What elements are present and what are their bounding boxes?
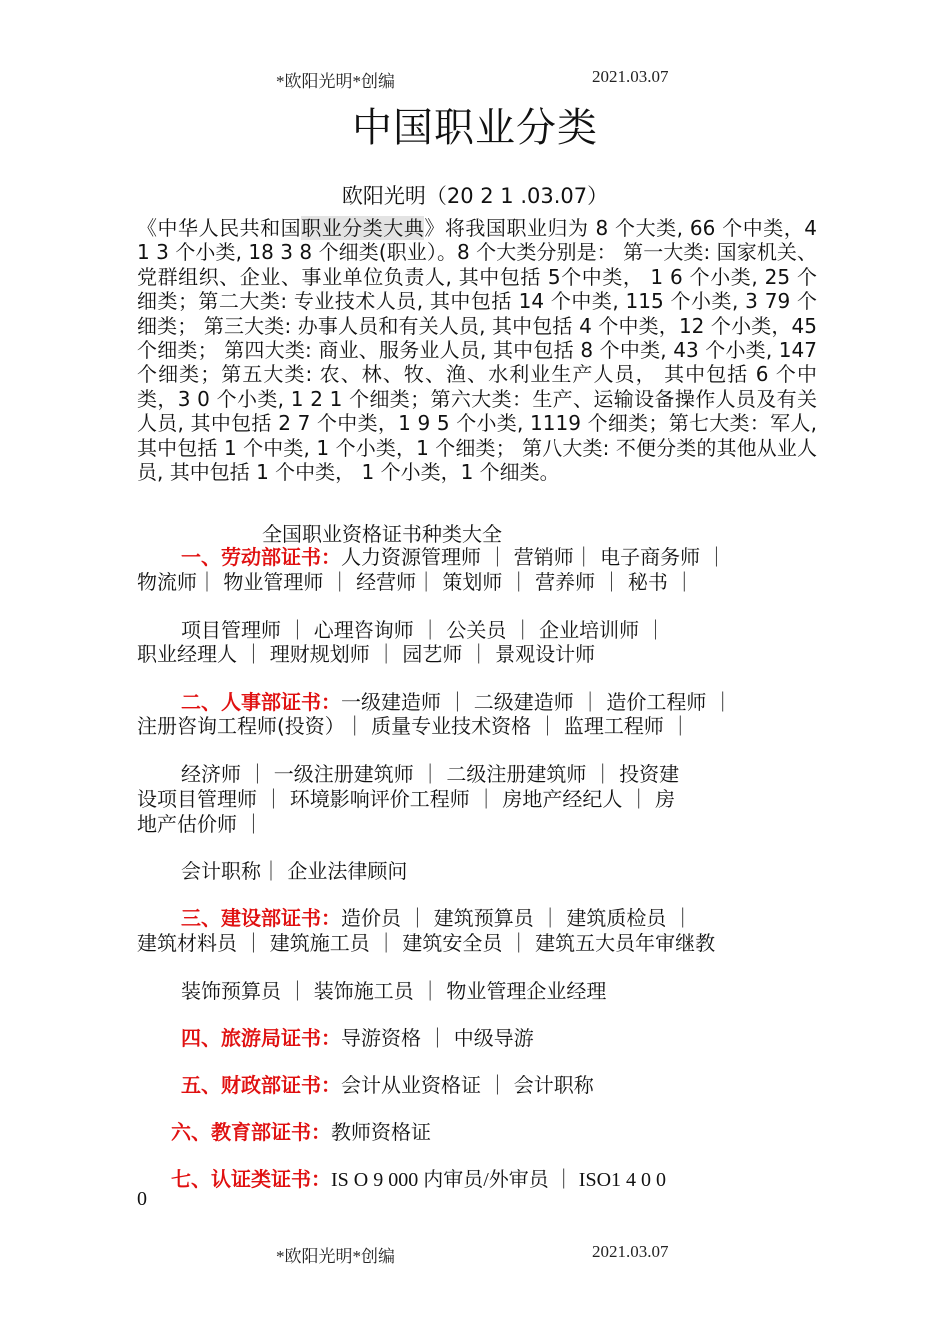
header-author: *欧阳光明*创编 (276, 72, 395, 91)
section-construction-line-3: 装饰预算员 ｜ 装饰施工员 ｜ 物业管理企业经理 (181, 979, 607, 1003)
section-education-label: 六、教育部证书： (171, 1120, 331, 1144)
section-labor-label: 一、劳动部证书： (181, 545, 341, 569)
section-tourism-text: 导游资格 ｜ 中级导游 (341, 1026, 534, 1050)
section-labor-text-1: 人力资源管理师 ｜ 营销师｜ 电子商务师 ｜ (341, 545, 727, 569)
section-personnel-line-3: 经济师 ｜ 一级注册建筑师 ｜ 二级注册建筑师 ｜ 投资建 (181, 762, 680, 786)
section-tourism-line (137, 1022, 871, 1051)
section-labor-line-2: 物流师｜ 物业管理师 ｜ 经营师｜ 策划师 ｜ 营养师 ｜ 秘书 ｜ (137, 570, 695, 594)
section-finance-text: 会计从业资格证 ｜ 会计职称 (341, 1073, 594, 1097)
section-finance-label: 五、财政部证书： (181, 1073, 341, 1097)
intro-text-start: 《中华人民共和国 (137, 216, 302, 240)
header-date: 2021.03.07 (592, 67, 669, 86)
footer-date: 2021.03.07 (592, 1242, 669, 1261)
certificate-list-heading: 全国职业资格证书种类大全 (262, 522, 502, 546)
section-personnel-line-4: 设项目管理师 ｜ 环境影响评价工程师 ｜ 房地产经纪人 ｜ 房 (137, 787, 676, 811)
section-construction-text-1: 造价员 ｜ 建筑预算员 ｜ 建筑质检员 ｜ (341, 906, 693, 930)
section-certification-tail: 0 (137, 1188, 147, 1210)
byline: 欧阳光明（20 2 1 .03.07） (341, 184, 609, 208)
footer-author: *欧阳光明*创编 (276, 1247, 395, 1266)
highlighted-term: 职业分类大典 (301, 216, 425, 240)
intro-paragraph (137, 216, 817, 484)
section-personnel-line-2: 注册咨询工程师(投资）｜ 质量专业技术资格 ｜ 监理工程师 ｜ (137, 714, 691, 738)
section-finance-line (137, 1069, 871, 1098)
section-construction-line-2: 建筑材料员 ｜ 建筑施工员 ｜ 建筑安全员 ｜ 建筑五大员年审继教 (137, 931, 716, 955)
section-education-text: 教师资格证 (331, 1120, 431, 1144)
intro-text-rest: 》将我国职业归为 8 个大类, 66 个中类，4 1 3 个小类, 18 3 8 个细类(职业）。8 个大类分别是： 第一大类: 国家机关、党群组织、企业、事业单位负责人, 其中包括 5个中类， 1 6 个小类, 25 个细类；第二大类: 专业技术人员, 其中包括 14 个中类, 115 个小类, 3 79 个细类； 第三大类: 办事人员和有关人员, 其中包括 4 个中类，12 个小类，45 个细类； 第四大类: 商业、服务业人员, 其中包括 8 个中类, 43 个小类, 147 个细类；第五大类: 农、林、牧、渔、水利业生产人员， 其中包括 6 个中类，3 0 个小类, 1 2 1 个细类；第六大类：生产、运输设备操作人员及有关人员, 其中包括 2 7 个中类，1 9 5 个小类, 1119 个细类；第七大类：军人, 其中包括 1 个中类, 1 个小类，1 个细类； 第八大类: 不便分类的其他从业人员, 其中包括 1 个中类， 1 个小类，1 个细类。 (137, 216, 818, 485)
section-construction-label: 三、建设部证书： (181, 906, 341, 930)
section-labor-line-4: 职业经理人 ｜ 理财规划师 ｜ 园艺师 ｜ 景观设计师 (137, 642, 596, 666)
section-personnel-line-6: 会计职称｜ 企业法律顾问 (181, 859, 408, 883)
section-tourism-label: 四、旅游局证书： (181, 1026, 341, 1050)
section-personnel-label: 二、人事部证书： (181, 690, 341, 714)
section-personnel-line-5: 地产估价师 ｜ (137, 812, 264, 836)
section-education-line (137, 1116, 861, 1145)
section-personnel-text-1: 一级建造师 ｜ 二级建造师 ｜ 造价工程师 ｜ (341, 690, 733, 714)
section-certification-label: 七、认证类证书： (171, 1167, 331, 1191)
document-title: 中国职业分类 (352, 105, 598, 151)
section-certification-text: IS O 9 000 内审员/外审员 ｜ ISO1 4 0 0 (331, 1169, 667, 1191)
section-labor-line-3: 项目管理师 ｜ 心理咨询师 ｜ 公关员 ｜ 企业培训师 ｜ (181, 618, 666, 642)
